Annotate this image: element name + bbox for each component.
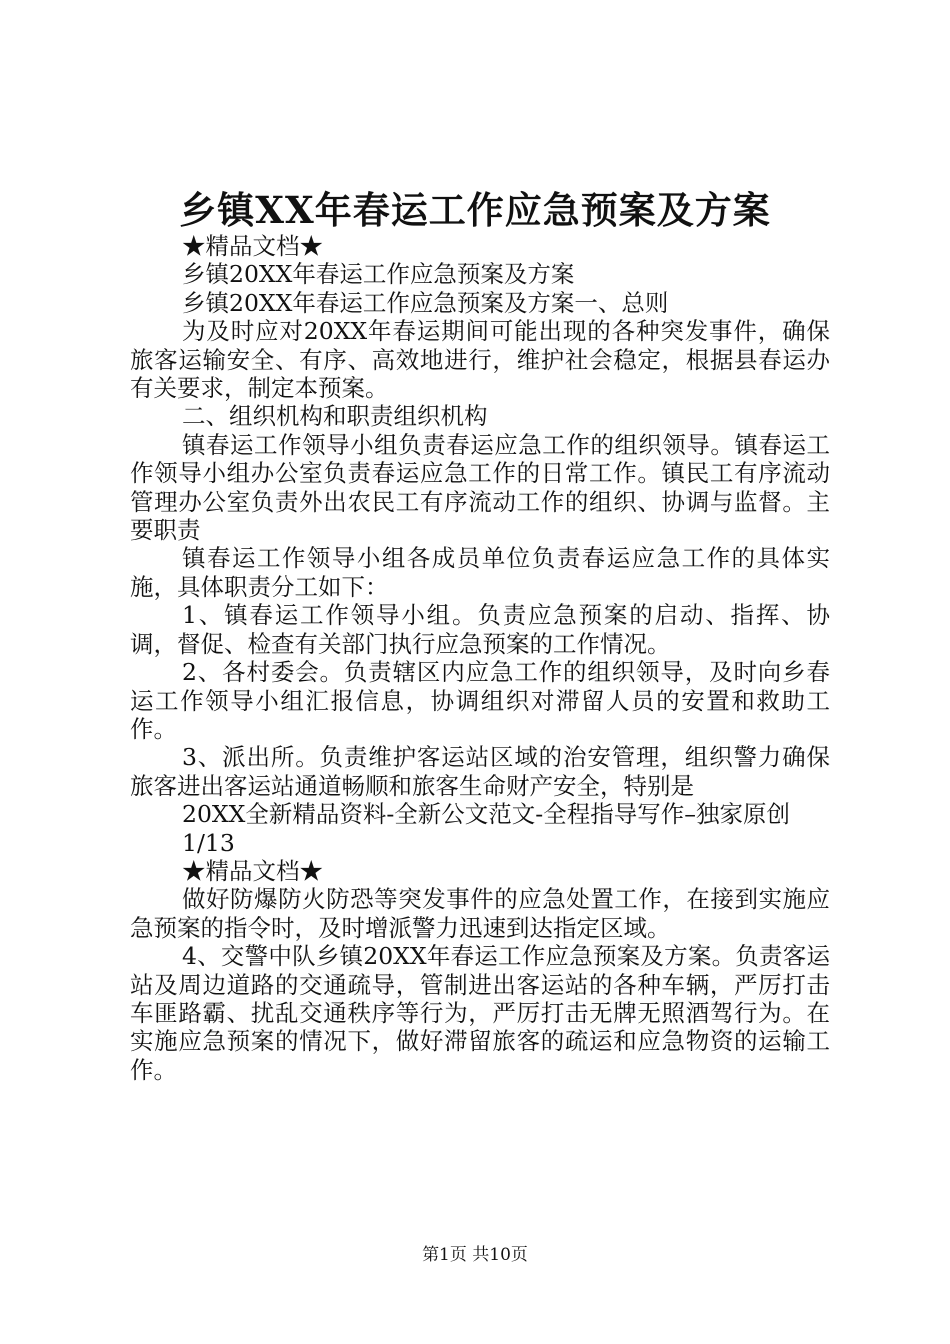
subtitle-line: 乡镇20XX年春运工作应急预案及方案 (182, 260, 575, 289)
section-heading-general: 乡镇20XX年春运工作应急预案及方案一、总则 (182, 288, 669, 317)
inner-page-number: 1/13 (182, 828, 235, 857)
list-item-2: 2、各村委会。负责辖区内应急工作的组织领导，及时向乡春运工作领导小组汇报信息，协调组织对滞留人员的安置和救助工作。 (130, 658, 830, 743)
list-item-1: 1、镇春运工作领导小组。负责应急预案的启动、指挥、协调，督促、检查有关部门执行应急预案的工作情况。 (130, 601, 830, 658)
paragraph-organization: 镇春运工作领导小组负责春运应急工作的组织领导。镇春运工作领导小组办公室负责春运应急工作的日常工作。镇民工有序流动管理办公室负责外出农民工有序流动工作的组织、协调与监督。主要职责 (130, 430, 830, 545)
section-heading-organization: 二、组织机构和职责组织机构 (182, 402, 488, 431)
list-item-4: 4、交警中队乡镇20XX年春运工作应急预案及方案。负责客运站及周边道路的交通疏导，管制进出客运站的各种车辆，严厉打击车匪路霸、扰乱交通秩序等行为，严厉打击无牌无照酒驾行为。在实施应急预案的情况下，做好滞留旅客的疏运和应急物资的运输工作。 (130, 942, 830, 1084)
list-item-3: 3、派出所。负责维护客运站区域的治安管理，组织警力确保旅客进出客运站通道畅顺和旅客生命财产安全，特别是 (130, 743, 830, 800)
watermark-header-2: ★精品文档★ (182, 856, 323, 885)
paragraph-purpose: 为及时应对20XX年春运期间可能出现的各种突发事件，确保旅客运输安全、有序、高效地进行，维护社会稳定，根据县春运办有关要求，制定本预案。 (130, 317, 830, 403)
paragraph-emergency-handling: 做好防爆防火防恐等突发事件的应急处置工作，在接到实施应急预案的指令时，及时增派警力迅速到达指定区域。 (130, 885, 830, 942)
document-body (130, 232, 830, 1084)
watermark-footer-line: 20XX全新精品资料-全新公文范文-全程指导写作–独家原创 (182, 800, 790, 829)
document-title: 乡镇XX年春运工作应急预案及方案 (179, 188, 771, 232)
watermark-header: ★精品文档★ (182, 232, 323, 260)
paragraph-duties: 镇春运工作领导小组各成员单位负责春运应急工作的具体实施，具体职责分工如下： (130, 544, 830, 601)
page-footer: 第1页 共10页 (422, 1245, 528, 1265)
